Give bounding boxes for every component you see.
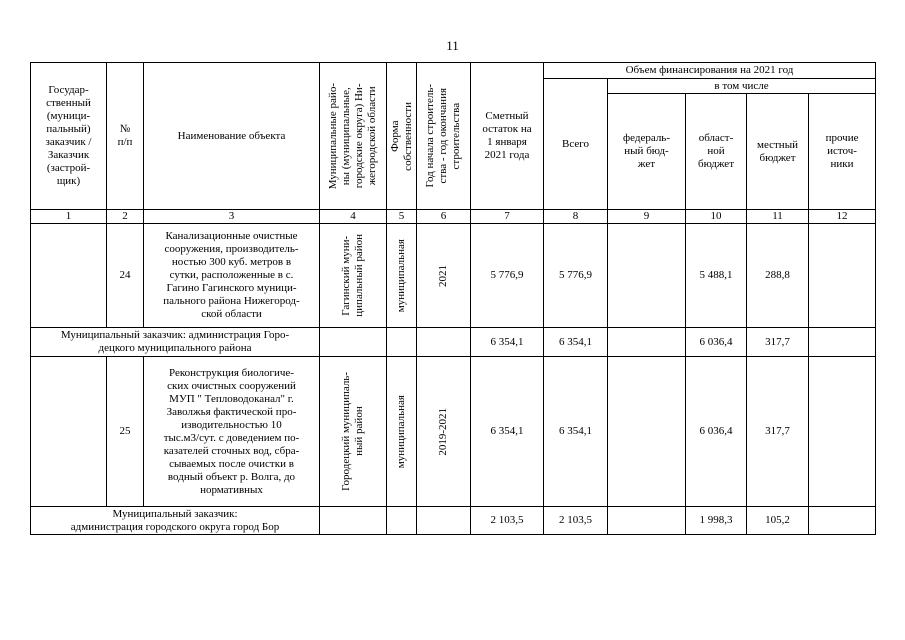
- object-name-line: сооружения, производитель-: [164, 243, 299, 255]
- col-number: 6: [417, 210, 471, 224]
- customer-line: администрация городского округа город Бор: [70, 520, 280, 533]
- header-object-name: Наименование объекта: [144, 63, 320, 210]
- customer-row: [31, 328, 876, 357]
- object-name-line: тыс.м3/сут. с доведением по-: [163, 431, 300, 444]
- header-years-line: ства - год окончания: [437, 88, 449, 184]
- local-cell: 288,8: [747, 224, 809, 328]
- header-districts-line: ны (муниципальные,: [340, 87, 352, 185]
- header-estimate: [471, 63, 544, 210]
- header-customer-line: пальный): [46, 123, 91, 135]
- col-number: 8: [544, 210, 608, 224]
- header-federal-line: федераль-: [623, 132, 670, 144]
- header-federal-line: жет: [637, 158, 656, 170]
- col-number: 1: [31, 210, 107, 224]
- row-number: 25: [107, 357, 144, 507]
- col-number: 2: [107, 210, 144, 224]
- header-estimate-line: 2021 года: [484, 149, 530, 161]
- regional-cell: 6 036,4: [686, 357, 747, 507]
- total-cell: 6 354,1: [544, 357, 608, 507]
- ownership-value: муниципальная: [395, 394, 407, 469]
- header-local-line: местный: [757, 138, 798, 151]
- object-name-line: водный объект р. Волга, до: [167, 470, 296, 483]
- header-years-line: Год начала строитель-: [424, 84, 436, 188]
- object-name-line: Заволжья фактической про-: [166, 405, 297, 418]
- customer-line: Муниципальный заказчик:: [112, 507, 238, 520]
- district-cell: [320, 507, 387, 535]
- object-name-line: изводительностью 10: [181, 418, 282, 431]
- district-line: ный район: [353, 406, 365, 457]
- col-number: 5: [387, 210, 417, 224]
- header-ownership: [387, 63, 417, 210]
- object-name-line: ских очистных сооружений: [167, 379, 296, 392]
- header-customer-line: (муници-: [46, 110, 91, 122]
- customer-row: [31, 507, 876, 535]
- total-cell: 6 354,1: [544, 328, 608, 357]
- header-federal-line: ный бюд-: [624, 145, 669, 157]
- regional-cell: 1 998,3: [686, 507, 747, 535]
- district-line: ципальный район: [353, 234, 365, 317]
- financing-table: [30, 62, 876, 535]
- estimate-cell: 6 354,1: [471, 357, 544, 507]
- district-cell: [320, 224, 387, 328]
- estimate-cell: 6 354,1: [471, 328, 544, 357]
- object-name-line: ской области: [201, 308, 262, 320]
- header-years: [417, 63, 471, 210]
- district-line: Городецкий муниципаль-: [340, 372, 352, 491]
- table-row: [31, 357, 876, 507]
- header-funding-title: Объем финансирования на 2021 год: [544, 63, 876, 79]
- object-name: [144, 357, 320, 507]
- col-number: 11: [747, 210, 809, 224]
- header-num: [107, 63, 144, 210]
- header-including: в том числе: [608, 79, 876, 94]
- table-row: [31, 224, 876, 328]
- header-municipal-districts: [320, 63, 387, 210]
- header-local-line: бюджет: [759, 151, 796, 164]
- local-cell: 317,7: [747, 328, 809, 357]
- total-cell: 2 103,5: [544, 507, 608, 535]
- header-regional-line: бюджет: [698, 158, 734, 170]
- other-cell: [809, 224, 876, 328]
- header-customer: [31, 63, 107, 210]
- municipal-customer: [31, 507, 320, 535]
- ownership-cell: [387, 507, 417, 535]
- header-other-line: ники: [830, 158, 854, 170]
- customer-line: децкого муниципального района: [98, 342, 252, 354]
- row-number: 24: [107, 224, 144, 328]
- years-cell: [417, 328, 471, 357]
- col-number: 12: [809, 210, 876, 224]
- estimate-cell: 2 103,5: [471, 507, 544, 535]
- district-cell: [320, 328, 387, 357]
- column-numbers-row: [31, 210, 876, 224]
- object-name-line: нормативных: [200, 483, 263, 496]
- ownership-value: муниципальная: [395, 238, 407, 313]
- years-value: 2019-2021: [437, 407, 449, 456]
- header-ownership-line: собственности: [401, 101, 414, 171]
- total-cell: 5 776,9: [544, 224, 608, 328]
- header-districts-line: жегородской области: [366, 86, 378, 186]
- object-name-line: Реконструкция биологиче-: [169, 366, 294, 379]
- object-name-line: сываемых после очистки в: [169, 457, 294, 470]
- header-customer-line: заказчик /: [45, 136, 92, 148]
- object-name-line: казателей сточных вод, сбра-: [163, 444, 300, 457]
- years-value: 2021: [437, 264, 449, 287]
- header-estimate-line: 1 января: [487, 136, 527, 148]
- header-other-line: источ-: [827, 145, 857, 157]
- district-line: Гагинский муни-: [340, 235, 352, 316]
- col-number: 3: [144, 210, 320, 224]
- header-regional-line: ной: [707, 145, 725, 157]
- object-name-line: Канализационные очистные: [165, 230, 298, 242]
- federal-cell: [608, 224, 686, 328]
- ownership-cell: [387, 224, 417, 328]
- ownership-cell: [387, 328, 417, 357]
- header-num-line: №: [119, 123, 131, 135]
- header-districts-line: городские округа) Ни-: [353, 83, 365, 189]
- header-other-line: прочие: [825, 132, 859, 144]
- municipal-customer: [31, 328, 320, 357]
- header-estimate-line: остаток на: [482, 123, 532, 135]
- header-other: [809, 94, 876, 210]
- header-federal: [608, 94, 686, 210]
- other-cell: [809, 357, 876, 507]
- header-regional-line: област-: [698, 132, 734, 144]
- col-number: 4: [320, 210, 387, 224]
- page-number: 11: [446, 38, 459, 53]
- regional-cell: 5 488,1: [686, 224, 747, 328]
- object-name: [144, 224, 320, 328]
- header-districts-line: Муниципальные райо-: [327, 82, 339, 190]
- other-cell: [809, 328, 876, 357]
- federal-cell: [608, 328, 686, 357]
- header-num-line: п/п: [117, 136, 133, 148]
- header-customer-line: Заказчик: [47, 149, 90, 161]
- header-local: [747, 94, 809, 210]
- header-ownership-line: Форма: [388, 120, 401, 152]
- object-name-line: МУП " Тепловодоканал" г.: [169, 392, 294, 405]
- ownership-cell: [387, 357, 417, 507]
- estimate-cell: 5 776,9: [471, 224, 544, 328]
- header-customer-line: щик): [56, 175, 81, 187]
- header-regional: [686, 94, 747, 210]
- header-customer-line: (застрой-: [46, 162, 91, 174]
- district-cell: [320, 357, 387, 507]
- federal-cell: [608, 507, 686, 535]
- years-cell: [417, 507, 471, 535]
- local-cell: 105,2: [747, 507, 809, 535]
- years-cell: [417, 357, 471, 507]
- other-cell: [809, 507, 876, 535]
- customer-cell: [31, 224, 107, 328]
- years-cell: [417, 224, 471, 328]
- object-name-line: сутки, расположенные в с.: [169, 269, 294, 281]
- header-customer-line: Государ-: [48, 84, 89, 96]
- object-name-line: Гагино Гагинского муници-: [166, 282, 297, 294]
- header-customer-line: ственный: [46, 97, 91, 109]
- federal-cell: [608, 357, 686, 507]
- header-total: Всего: [544, 79, 608, 210]
- col-number: 9: [608, 210, 686, 224]
- col-number: 7: [471, 210, 544, 224]
- local-cell: 317,7: [747, 357, 809, 507]
- object-name-line: ностью 300 куб. метров в: [171, 256, 292, 268]
- header-years-line: строительства: [450, 102, 462, 170]
- customer-cell: [31, 357, 107, 507]
- col-number: 10: [686, 210, 747, 224]
- header-estimate-line: Сметный: [485, 110, 529, 122]
- customer-line: Муниципальный заказчик: администрация Горо-: [60, 329, 290, 341]
- object-name-line: пального района Нижегород-: [163, 295, 300, 307]
- regional-cell: 6 036,4: [686, 328, 747, 357]
